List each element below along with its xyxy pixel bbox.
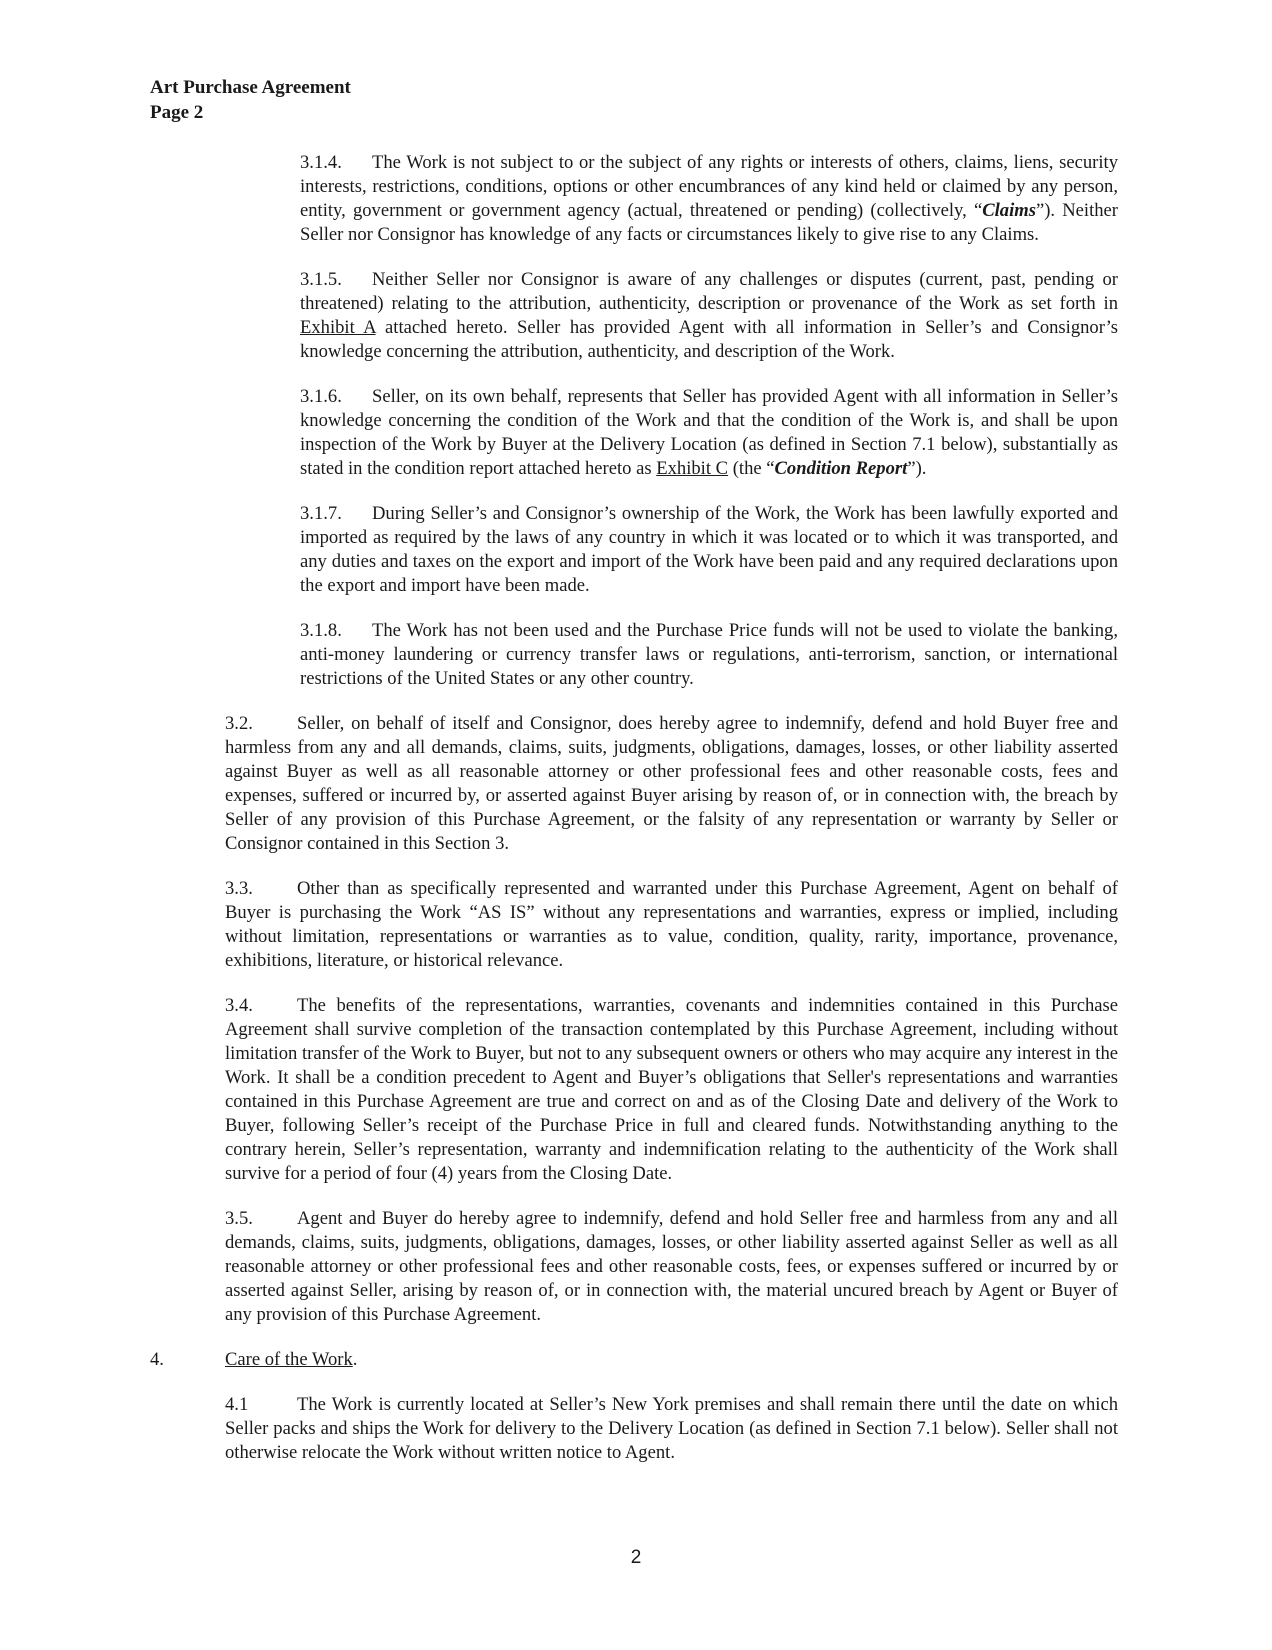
clause-number: 3.2. [225,713,253,734]
clause-text: The Work is currently located at Seller’s New York premises and shall remain there until the date on which Seller packs and ships the Work for delivery to the Delivery Location (as defined in Section 7.1 below). Seller shall not otherwise relocate the Work without written notice to Agent. [225,1394,1118,1463]
clause-3-2 [150,712,1118,856]
clause-text: Seller, on behalf of itself and Consignor, does hereby agree to indemnify, defend and hold Buyer free and harmless from any and all demands, claims, suits, judgments, obligations, damages, losses, or other liability asserted against Buyer as well as all reasonable attorney or other professional fees and other reasonable costs, fees and expenses, suffered or incurred by, or asserted against Buyer arising by reason of, or in connection with, the breach by Seller of any provision of this Purchase Agreement, or the falsity of any representation or warranty by Seller or Consignor contained in this Section 3. [225,713,1118,854]
clause-number: 3.1.6. [300,386,342,407]
clause-3-5 [150,1207,1118,1327]
clause-3-4 [150,994,1118,1186]
defined-term: Claims [982,200,1036,221]
clause-number: 3.1.4. [300,152,342,173]
clause-number: 3.1.5. [300,269,342,290]
clause-number: 3.1.7. [300,503,342,524]
clause-text: Agent and Buyer do hereby agree to indemnify, defend and hold Seller free and harmless from any and all demands, claims, suits, judgments, obligations, damages, losses, or other liability asserted against Seller as well as all reasonable attorney or other professional fees and other reasonable costs, fees, or expenses suffered or incurred by or asserted against Seller, arising by reason of, or in connection with, the material uncured breach by Agent or Buyer of any provision of this Purchase Agreement. [225,1208,1118,1325]
clause-3-1-4 [150,151,1118,247]
clause-4-1 [150,1393,1118,1465]
clause-number: 3.3. [225,878,253,899]
document-header [150,75,351,125]
section-title-period: . [352,1349,358,1370]
clause-text: The benefits of the representations, warranties, covenants and indemnities contained in this Purchase Agreement shall survive completion of the transaction contemplated by this Purchase Agreement, including without limitation transfer of the Work to Buyer, but not to any subsequent owners or others who may acquire any interest in the Work. It shall be a condition precedent to Agent and Buyer’s obligations that Seller's representations and warranties contained in this Purchase Agreement are true and correct on and as of the Closing Date and delivery of the Work to Buyer, following Seller’s receipt of the Purchase Price in full and cleared funds. Notwithstanding anything to the contrary herein, Seller’s representation, warranty and indemnification relating to the authenticity of the Work shall survive for a period of four (4) years from the Closing Date. [225,995,1118,1184]
exhibit-reference: Exhibit C [656,458,729,479]
exhibit-reference: Exhibit A [300,317,376,338]
clause-3-1-6 [150,385,1118,481]
defined-term: Condition Report [774,458,908,479]
document-body [150,151,1118,1486]
clause-text: Other than as specifically represented and warranted under this Purchase Agreement, Agent on behalf of Buyer is purchasing the Work “AS IS” without any representations and warranties, express or implied, including without limitation, representations or warranties as to value, condition, quality, rarity, importance, provenance, exhibitions, literature, or historical relevance. [225,878,1118,971]
clause-number: 3.4. [225,995,253,1016]
clause-text: ”). Neither Seller nor Consignor has knowledge of any facts or circumstances likely to give rise to any Claims. [300,200,1118,245]
clause-number: 3.5. [225,1208,253,1229]
clause-text: The Work has not been used and the Purchase Price funds will not be used to violate the banking, anti-money laundering or currency transfer laws or regulations, anti-terrorism, sanction, or international restrictions of the United States or any other country. [300,620,1118,689]
clause-3-1-7 [150,502,1118,598]
clause-text: ”). [907,458,927,479]
section-title: Care of the Work [225,1349,353,1370]
page-number: 2 [630,1547,642,1568]
section-number: 4. [150,1349,164,1370]
clause-text: The Work is not subject to or the subject of any rights or interests of others, claims, liens, security interests, restrictions, conditions, options or other encumbrances of any kind held or claimed by any person, entity, government or government agency (actual, threatened or pending) (collectively, “ [300,152,1118,221]
clause-text: Neither Seller nor Consignor is aware of any challenges or disputes (current, past, pending or threatened) relating to the attribution, authenticity, description or provenance of the Work as set forth in [300,269,1118,314]
page-label: Page 2 [150,102,204,123]
clause-3-1-8 [150,619,1118,691]
clause-number: 4.1 [225,1394,249,1415]
clause-text: (the “ [728,458,775,479]
clause-text: During Seller’s and Consignor’s ownership of the Work, the Work has been lawfully exported and imported as required by the laws of any country in which it was located or to which it was transported, and any duties and taxes on the export and import of the Work have been paid and any required declarations upon the export and import have been made. [300,503,1118,596]
section-4-heading [150,1348,1118,1372]
clause-text: attached hereto. Seller has provided Agent with all information in Seller’s and Consignor’s knowledge concerning the attribution, authenticity, and description of the Work. [300,317,1118,362]
clause-number: 3.1.8. [300,620,342,641]
clause-text: Seller, on its own behalf, represents that Seller has provided Agent with all information in Seller’s knowledge concerning the condition of the Work and that the condition of the Work is, and shall be upon inspection of the Work by Buyer at the Delivery Location (as defined in Section 7.1 below), substantially as stated in the condition report attached hereto as [300,386,1118,479]
clause-3-1-5 [150,268,1118,364]
clause-3-3 [150,877,1118,973]
document-title: Art Purchase Agreement [150,77,351,98]
